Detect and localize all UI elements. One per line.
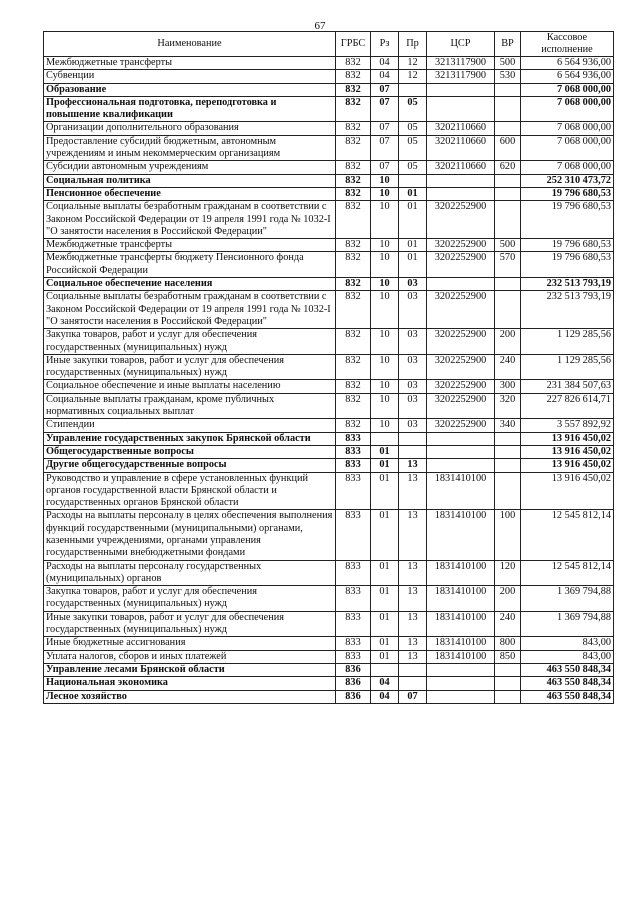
cell-csr: 3202252900 — [427, 329, 495, 355]
cell-vr — [495, 677, 521, 690]
cell-grbs: 833 — [336, 611, 371, 637]
cell-rz: 07 — [371, 122, 399, 135]
cell-vr: 620 — [495, 161, 521, 174]
cell-csr: 3202252900 — [427, 419, 495, 432]
cell-pr: 05 — [399, 122, 427, 135]
cell-vr: 600 — [495, 135, 521, 161]
table-row — [44, 586, 614, 612]
cell-amount: 13 916 450,02 — [521, 459, 614, 472]
cell-vr: 500 — [495, 239, 521, 252]
cell-rz — [371, 432, 399, 445]
cell-grbs: 833 — [336, 637, 371, 650]
cell-grbs: 832 — [336, 354, 371, 380]
table-row — [44, 161, 614, 174]
cell-rz: 10 — [371, 201, 399, 239]
table-row — [44, 174, 614, 187]
cell-pr: 01 — [399, 239, 427, 252]
cell-csr — [427, 445, 495, 458]
cell-grbs: 832 — [336, 329, 371, 355]
cell-grbs: 833 — [336, 510, 371, 560]
cell-rz: 01 — [371, 560, 399, 586]
cell-grbs: 832 — [336, 122, 371, 135]
cell-name: Иные закупки товаров, работ и услуг для обеспечения государственных (муниципальных) нужд — [44, 354, 336, 380]
cell-rz: 01 — [371, 445, 399, 458]
cell-name: Субсидии автономным учреждениям — [44, 161, 336, 174]
cell-csr — [427, 96, 495, 122]
cell-amount: 7 068 000,00 — [521, 161, 614, 174]
table-row — [44, 432, 614, 445]
cell-name: Социальные выплаты безработным гражданам в соответствии с Законом Российской Федерации от 19 апреля 1991 года № 1032-I "О занятости населения в Российской Федерации" — [44, 201, 336, 239]
header-amount: Кассовое исполнение — [521, 32, 614, 57]
cell-csr: 3202252900 — [427, 380, 495, 393]
cell-pr: 13 — [399, 637, 427, 650]
cell-name: Стипендии — [44, 419, 336, 432]
cell-vr: 320 — [495, 393, 521, 419]
cell-amount: 1 369 794,88 — [521, 611, 614, 637]
cell-vr — [495, 83, 521, 96]
cell-name: Иные бюджетные ассигнования — [44, 637, 336, 650]
cell-name: Межбюджетные трансферты бюджету Пенсионного фонда Российской Федерации — [44, 252, 336, 278]
cell-rz: 01 — [371, 586, 399, 612]
table-row — [44, 472, 614, 510]
table-row — [44, 677, 614, 690]
cell-amount: 7 068 000,00 — [521, 135, 614, 161]
cell-rz: 01 — [371, 472, 399, 510]
table-row — [44, 419, 614, 432]
cell-vr — [495, 96, 521, 122]
table-row — [44, 252, 614, 278]
cell-amount: 13 916 450,02 — [521, 432, 614, 445]
header-grbs: ГРБС — [336, 32, 371, 57]
cell-name: Расходы на выплаты персоналу государственных (муниципальных) органов — [44, 560, 336, 586]
cell-vr: 240 — [495, 354, 521, 380]
cell-amount: 6 564 936,00 — [521, 57, 614, 70]
table-row — [44, 135, 614, 161]
table-row — [44, 57, 614, 70]
cell-vr: 500 — [495, 57, 521, 70]
cell-pr: 01 — [399, 187, 427, 200]
cell-rz: 04 — [371, 57, 399, 70]
cell-pr: 13 — [399, 650, 427, 663]
cell-name: Управление государственных закупок Брянской области — [44, 432, 336, 445]
cell-csr: 1831410100 — [427, 637, 495, 650]
cell-vr: 530 — [495, 70, 521, 83]
cell-pr: 13 — [399, 611, 427, 637]
cell-amount: 843,00 — [521, 650, 614, 663]
table-row — [44, 239, 614, 252]
cell-pr — [399, 677, 427, 690]
table-row — [44, 70, 614, 83]
table-row — [44, 187, 614, 200]
cell-csr: 3202252900 — [427, 393, 495, 419]
cell-amount: 1 129 285,56 — [521, 354, 614, 380]
cell-grbs: 833 — [336, 459, 371, 472]
cell-amount: 19 796 680,53 — [521, 239, 614, 252]
cell-rz: 10 — [371, 291, 399, 329]
cell-vr — [495, 278, 521, 291]
cell-pr: 13 — [399, 586, 427, 612]
cell-grbs: 832 — [336, 83, 371, 96]
header-pr: Пр — [399, 32, 427, 57]
cell-vr: 800 — [495, 637, 521, 650]
cell-grbs: 832 — [336, 57, 371, 70]
cell-grbs: 832 — [336, 96, 371, 122]
cell-name: Образование — [44, 83, 336, 96]
cell-grbs: 832 — [336, 174, 371, 187]
cell-csr: 3202252900 — [427, 291, 495, 329]
cell-grbs: 833 — [336, 472, 371, 510]
cell-amount: 13 916 450,02 — [521, 445, 614, 458]
cell-name: Социальное обеспечение и иные выплаты населению — [44, 380, 336, 393]
cell-vr: 120 — [495, 560, 521, 586]
cell-rz: 10 — [371, 380, 399, 393]
cell-csr: 1831410100 — [427, 586, 495, 612]
cell-pr — [399, 663, 427, 676]
cell-vr: 850 — [495, 650, 521, 663]
cell-amount: 232 513 793,19 — [521, 278, 614, 291]
header-vr: ВР — [495, 32, 521, 57]
cell-pr: 13 — [399, 560, 427, 586]
table-row — [44, 459, 614, 472]
cell-rz: 10 — [371, 393, 399, 419]
cell-grbs: 832 — [336, 252, 371, 278]
cell-rz — [371, 663, 399, 676]
table-row — [44, 83, 614, 96]
cell-name: Расходы на выплаты персоналу в целях обеспечения выполнения функций государственными (муниципальными) органами, казенными учреждениями, органами управления государственными внебюджетными фондами — [44, 510, 336, 560]
cell-csr — [427, 278, 495, 291]
cell-amount: 843,00 — [521, 637, 614, 650]
cell-rz: 10 — [371, 187, 399, 200]
cell-name: Лесное хозяйство — [44, 690, 336, 703]
cell-csr — [427, 83, 495, 96]
cell-vr: 240 — [495, 611, 521, 637]
cell-amount: 12 545 812,14 — [521, 510, 614, 560]
cell-vr — [495, 291, 521, 329]
cell-csr: 1831410100 — [427, 611, 495, 637]
table-row — [44, 510, 614, 560]
cell-vr — [495, 201, 521, 239]
cell-csr — [427, 677, 495, 690]
cell-pr: 07 — [399, 690, 427, 703]
cell-pr: 13 — [399, 510, 427, 560]
cell-pr: 12 — [399, 57, 427, 70]
table-row — [44, 393, 614, 419]
cell-grbs: 833 — [336, 445, 371, 458]
table-row — [44, 611, 614, 637]
table-row — [44, 560, 614, 586]
cell-name: Пенсионное обеспечение — [44, 187, 336, 200]
cell-vr — [495, 663, 521, 676]
cell-name: Предоставление субсидий бюджетным, автономным учреждениям и иным некоммерческим организациям — [44, 135, 336, 161]
cell-rz: 01 — [371, 611, 399, 637]
cell-grbs: 833 — [336, 650, 371, 663]
cell-vr — [495, 174, 521, 187]
cell-amount: 3 557 892,92 — [521, 419, 614, 432]
cell-pr: 03 — [399, 393, 427, 419]
cell-grbs: 832 — [336, 161, 371, 174]
cell-pr: 01 — [399, 201, 427, 239]
header-csr: ЦСР — [427, 32, 495, 57]
cell-grbs: 832 — [336, 239, 371, 252]
cell-grbs: 836 — [336, 663, 371, 676]
cell-pr — [399, 445, 427, 458]
cell-amount: 232 513 793,19 — [521, 291, 614, 329]
cell-csr: 3213117900 — [427, 57, 495, 70]
cell-amount: 19 796 680,53 — [521, 252, 614, 278]
table-row — [44, 278, 614, 291]
cell-csr — [427, 174, 495, 187]
cell-grbs: 832 — [336, 135, 371, 161]
cell-name: Управление лесами Брянской области — [44, 663, 336, 676]
cell-csr — [427, 432, 495, 445]
cell-amount: 19 796 680,53 — [521, 187, 614, 200]
cell-pr: 03 — [399, 419, 427, 432]
cell-name: Социальные выплаты безработным гражданам в соответствии с Законом Российской Федерации от 19 апреля 1991 года № 1032-I "О занятости населения в Российской Федерации" — [44, 291, 336, 329]
cell-vr — [495, 459, 521, 472]
cell-rz: 01 — [371, 637, 399, 650]
cell-amount: 1 369 794,88 — [521, 586, 614, 612]
table-row — [44, 201, 614, 239]
cell-name: Уплата налогов, сборов и иных платежей — [44, 650, 336, 663]
cell-grbs: 832 — [336, 201, 371, 239]
cell-rz: 07 — [371, 96, 399, 122]
cell-vr — [495, 690, 521, 703]
cell-rz: 04 — [371, 677, 399, 690]
cell-name: Общегосударственные вопросы — [44, 445, 336, 458]
cell-csr: 1831410100 — [427, 510, 495, 560]
cell-name: Другие общегосударственные вопросы — [44, 459, 336, 472]
cell-rz: 10 — [371, 419, 399, 432]
cell-name: Межбюджетные трансферты — [44, 239, 336, 252]
cell-pr — [399, 432, 427, 445]
cell-csr: 3202252900 — [427, 239, 495, 252]
cell-pr: 03 — [399, 380, 427, 393]
cell-grbs: 832 — [336, 419, 371, 432]
cell-grbs: 833 — [336, 560, 371, 586]
cell-grbs: 832 — [336, 187, 371, 200]
table-header — [44, 32, 614, 57]
table-row — [44, 329, 614, 355]
table-row — [44, 663, 614, 676]
cell-rz: 10 — [371, 278, 399, 291]
cell-csr — [427, 690, 495, 703]
cell-rz: 10 — [371, 252, 399, 278]
table-body — [44, 57, 614, 704]
cell-pr — [399, 174, 427, 187]
cell-vr: 200 — [495, 586, 521, 612]
cell-rz: 10 — [371, 329, 399, 355]
cell-rz: 10 — [371, 354, 399, 380]
cell-name: Межбюджетные трансферты — [44, 57, 336, 70]
cell-name: Организации дополнительного образования — [44, 122, 336, 135]
cell-amount: 231 384 507,63 — [521, 380, 614, 393]
budget-table — [43, 31, 614, 704]
cell-vr — [495, 472, 521, 510]
cell-grbs: 832 — [336, 380, 371, 393]
cell-csr: 3213117900 — [427, 70, 495, 83]
table-row — [44, 122, 614, 135]
cell-amount: 7 068 000,00 — [521, 122, 614, 135]
cell-pr: 03 — [399, 278, 427, 291]
table-row — [44, 291, 614, 329]
cell-pr: 13 — [399, 472, 427, 510]
cell-rz: 04 — [371, 690, 399, 703]
cell-vr: 200 — [495, 329, 521, 355]
cell-grbs: 832 — [336, 278, 371, 291]
cell-pr: 03 — [399, 291, 427, 329]
cell-vr — [495, 187, 521, 200]
cell-amount: 7 068 000,00 — [521, 96, 614, 122]
cell-name: Иные закупки товаров, работ и услуг для обеспечения государственных (муниципальных) нужд — [44, 611, 336, 637]
cell-vr: 570 — [495, 252, 521, 278]
cell-rz: 01 — [371, 510, 399, 560]
cell-rz: 10 — [371, 239, 399, 252]
cell-grbs: 832 — [336, 70, 371, 83]
cell-pr: 05 — [399, 96, 427, 122]
cell-grbs: 836 — [336, 690, 371, 703]
cell-csr: 1831410100 — [427, 650, 495, 663]
cell-name: Профессиональная подготовка, переподготовка и повышение квалификации — [44, 96, 336, 122]
cell-csr: 1831410100 — [427, 560, 495, 586]
cell-csr — [427, 663, 495, 676]
cell-amount: 1 129 285,56 — [521, 329, 614, 355]
cell-rz: 01 — [371, 650, 399, 663]
table-row — [44, 96, 614, 122]
cell-grbs: 833 — [336, 586, 371, 612]
cell-amount: 7 068 000,00 — [521, 83, 614, 96]
cell-amount: 19 796 680,53 — [521, 201, 614, 239]
cell-csr: 3202110660 — [427, 122, 495, 135]
cell-name: Национальная экономика — [44, 677, 336, 690]
cell-amount: 13 916 450,02 — [521, 472, 614, 510]
cell-rz: 10 — [371, 174, 399, 187]
cell-pr: 01 — [399, 252, 427, 278]
cell-vr — [495, 432, 521, 445]
cell-grbs: 833 — [336, 432, 371, 445]
cell-pr: 05 — [399, 161, 427, 174]
cell-csr: 1831410100 — [427, 472, 495, 510]
cell-grbs: 832 — [336, 291, 371, 329]
cell-amount: 6 564 936,00 — [521, 70, 614, 83]
cell-rz: 07 — [371, 83, 399, 96]
cell-csr: 3202110660 — [427, 135, 495, 161]
header-rz: Рз — [371, 32, 399, 57]
cell-vr — [495, 122, 521, 135]
cell-csr — [427, 459, 495, 472]
cell-name: Закупка товаров, работ и услуг для обеспечения государственных (муниципальных) нужд — [44, 329, 336, 355]
cell-pr: 03 — [399, 329, 427, 355]
cell-vr: 340 — [495, 419, 521, 432]
cell-csr: 3202252900 — [427, 201, 495, 239]
cell-csr: 3202252900 — [427, 252, 495, 278]
cell-pr: 12 — [399, 70, 427, 83]
cell-csr: 3202110660 — [427, 161, 495, 174]
cell-rz: 07 — [371, 161, 399, 174]
table-row — [44, 445, 614, 458]
table-row — [44, 650, 614, 663]
cell-amount: 12 545 812,14 — [521, 560, 614, 586]
cell-grbs: 836 — [336, 677, 371, 690]
cell-vr: 100 — [495, 510, 521, 560]
cell-amount: 252 310 473,72 — [521, 174, 614, 187]
page-number: 67 — [314, 20, 326, 32]
table-row — [44, 380, 614, 393]
cell-pr: 05 — [399, 135, 427, 161]
cell-pr — [399, 83, 427, 96]
cell-name: Социальная политика — [44, 174, 336, 187]
cell-name: Закупка товаров, работ и услуг для обеспечения государственных (муниципальных) нужд — [44, 586, 336, 612]
cell-amount: 463 550 848,34 — [521, 663, 614, 676]
cell-name: Субвенции — [44, 70, 336, 83]
cell-rz: 01 — [371, 459, 399, 472]
cell-rz: 07 — [371, 135, 399, 161]
cell-vr: 300 — [495, 380, 521, 393]
cell-grbs: 832 — [336, 393, 371, 419]
cell-vr — [495, 445, 521, 458]
table-row — [44, 354, 614, 380]
cell-name: Социальное обеспечение населения — [44, 278, 336, 291]
table-row — [44, 637, 614, 650]
cell-name: Социальные выплаты гражданам, кроме публичных нормативных социальных выплат — [44, 393, 336, 419]
cell-pr: 03 — [399, 354, 427, 380]
cell-csr: 3202252900 — [427, 354, 495, 380]
cell-pr: 13 — [399, 459, 427, 472]
header-name: Наименование — [44, 32, 336, 57]
cell-name: Руководство и управление в сфере установленных функций органов государственной власти Брянской области и государственных органов Брянской области — [44, 472, 336, 510]
cell-amount: 463 550 848,34 — [521, 677, 614, 690]
table-row — [44, 690, 614, 703]
cell-amount: 227 826 614,71 — [521, 393, 614, 419]
cell-amount: 463 550 848,34 — [521, 690, 614, 703]
cell-csr — [427, 187, 495, 200]
cell-rz: 04 — [371, 70, 399, 83]
